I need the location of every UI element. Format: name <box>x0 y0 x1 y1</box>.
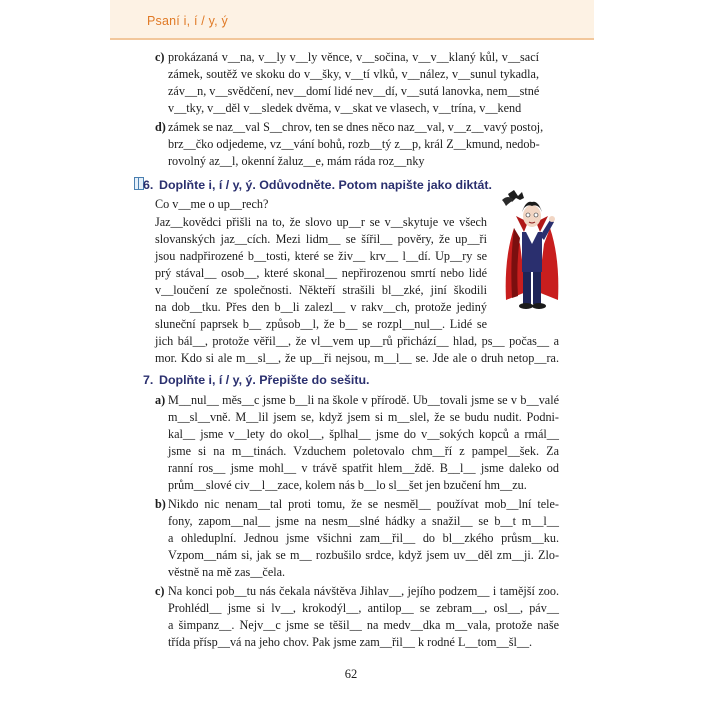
page-header-title: Psaní i, í / y, ý <box>147 14 228 28</box>
ex7-b-line-4: Vzpom__nám si, jak se m__ rozbušilo srdce, když jsem uv__děl zm__ji. Zlo- <box>168 548 559 562</box>
ex7-number: 7. <box>143 373 154 387</box>
ex7-a-line-4: jsme si na m__tinách. Vzduchem poletovalo chm__ří z pampel__šek. Za <box>168 444 559 458</box>
ex7-title: Doplňte i, í / y, ý. Přepište do sešitu. <box>159 373 370 387</box>
ex6-line-4: prý stával__ osob__, které skonal__ nepřirozenou smrtí nebo lidé <box>155 266 487 280</box>
ex5-c-line-1: prokázaná v__na, v__ly v__ly věnce, v__sočina, v__v__klaný kůl, v__sací <box>168 50 539 64</box>
ex6-title: Doplňte i, í / y, ý. Odůvodněte. Potom napište jako diktát. <box>159 178 492 192</box>
ex6-line-3: jsou nadpřirozené b__tosti, které se živ__ krv__ l__dí. Up__ry se <box>155 249 487 263</box>
ex6-line-8: jich bál__, protože věřil__, že vl__vem up__rů přichází__ hlad, ps__ počas__ a <box>155 334 559 348</box>
ex7-a-line-1: M__nul__ měs__c jsme b__li na škole v přírodě. Ub__tovali jsme se v b__valé <box>168 393 559 407</box>
ex7-b-label: b) <box>155 497 166 511</box>
ex7-c-line-2: Prohlédl__ jsme si lv__, krokodýl__, antilop__ se zebram__, osl__, páv__ <box>168 601 559 615</box>
ex6-line-5: v__loučení ze společnosti. Někteří strašili bl__zké, jiní škodili <box>155 283 487 297</box>
ex7-c-label: c) <box>155 584 165 598</box>
ex7-a-line-5: ranní ros__ jsme mohl__ v trávě spatřit hlem__ždě. B__l__ jsme daleko od <box>168 461 559 475</box>
header-divider <box>110 38 594 40</box>
ex6-line-9: mor. Kdo si ale m__sl__, že up__ři nejsou, m__l__ se. Jde ale o druh netop__ra. <box>155 351 559 365</box>
ex5-c-line-2: zámek, soutěž ve skoku do v__šky, v__tí vlků, v__nález, v__sunul tykadla, <box>168 67 539 81</box>
ex5-d-line-2: brz__čko odjedeme, vz__vání bohů, rozb__tý z__p, král Z__kmund, nedob- <box>168 137 540 151</box>
ex7-a-line-6: prům__slové civ__l__zace, kolem nás b__lo sl__šet jen bzučení hm__zu. <box>168 478 527 492</box>
ex7-b-line-2: fony, zapom__nal__ jsme na nesm__slné hádky a snažil__ se b__t m__l__ <box>168 514 559 528</box>
ex7-a-label: a) <box>155 393 166 407</box>
ex6-number: 6. <box>143 178 154 192</box>
ex6-line-6: na dob__tku. Přes den b__li zalezl__ v rakv__ch, protože jediný <box>155 300 487 314</box>
bat-icon <box>502 190 524 206</box>
ex7-b-line-3: a ohleduplní. Jednou jsme všichni zam__řil__ do bl__zkého průsm__ku. <box>168 531 559 545</box>
ex7-c-line-4: třída přísp__vá na jeho chov. Pak jsme zam__řil__ k rodné L__tom__šl__. <box>168 635 533 649</box>
ex7-c-line-3: a šimpanz__. Nejv__c jsme se těšil__ na medv__dka m__vala, protože naše <box>168 618 559 632</box>
ex5-c-line-3: záv__n, v__svědčení, nev__domí lidé nev__dí, v__sutá lanovka, nem__stné <box>168 84 540 98</box>
ex6-line-7: sluneční paprsek b__ způsob__l, že b__ se rozpl__nul__. Lidé se <box>155 317 487 331</box>
ex5-c-line-4: v__tky, v__děl v__sledek dvěma, v__skat ve vlasech, v__trína, v__kend <box>168 101 522 115</box>
ex6-line-1: Jaz__kovědci přišli na to, že slovo up__r se v__skytuje ve všech <box>155 215 487 229</box>
ex7-c-line-1: Na konci pob__tu nás čekala návštěva Jihlav__, jejího podzem__ i tamější zoo. <box>168 584 559 598</box>
ex5-c-label: c) <box>155 50 165 64</box>
ex7-a-line-3: kal__ jsme v__lety do okol__, šplhal__ jsme do v__sokých kopců a rmál__ <box>168 427 559 441</box>
vampire-illustration <box>500 188 564 322</box>
ex7-b-line-5: věstně na mě zas__čela. <box>168 565 286 579</box>
ex7-a-line-2: m__sl__vně. M__lil jsem se, když jsem si m__slel, že se budu nudit. Podni- <box>168 410 559 424</box>
page-number: 62 <box>344 667 358 681</box>
ex5-d-label: d) <box>155 120 166 134</box>
ex5-d-line-3: rovolný az__l, okenní žaluz__e, mám ráda roz__nky <box>168 154 425 168</box>
ex5-d-line-1: zámek se naz__val S__chrov, ten se dnes něco naz__val, v__z__vavý postoj, <box>168 120 544 134</box>
ex7-b-line-1: Nikdo nic nenam__tal proti tomu, že se nesměl__ používat mob__lní tele- <box>168 497 559 511</box>
ex6-subtitle: Co v__me o up__rech? <box>155 197 269 211</box>
ex6-line-2: slovanských jaz__cích. Mezi lidm__ se šířil__ pověry, že up__ři <box>155 232 487 246</box>
